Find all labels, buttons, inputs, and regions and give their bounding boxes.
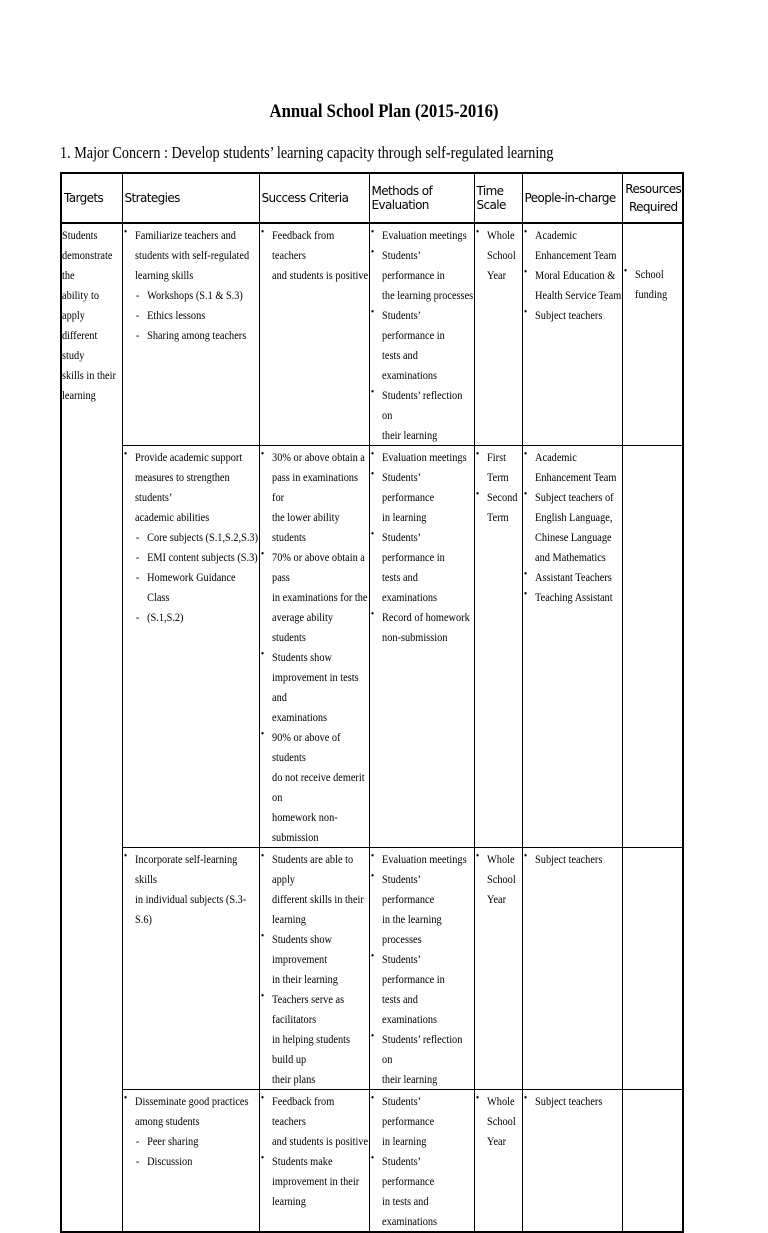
bullet-item: • Evaluation meetings bbox=[370, 849, 474, 869]
strategy-sub-item: - Sharing among teachers bbox=[123, 325, 259, 345]
success-criteria-cell-content bbox=[260, 849, 369, 1089]
bullet-item: • Teachers serve as facilitators in helping students build up their plans bbox=[260, 989, 369, 1089]
bullet-item: • Assistant Teachers bbox=[523, 567, 622, 587]
success-criteria-cell bbox=[259, 446, 369, 848]
header-resources-required: Resources Required bbox=[622, 173, 683, 223]
people-in-charge-cell-content bbox=[523, 447, 622, 607]
header-time-scale: Time Scale bbox=[474, 173, 522, 223]
header-row bbox=[61, 173, 683, 223]
plan-row bbox=[61, 848, 683, 1090]
bullet-item: • 70% or above obtain a pass in examinations for the average ability students bbox=[260, 547, 369, 647]
time-scale-cell-content bbox=[475, 1091, 522, 1151]
header-targets: Targets bbox=[61, 173, 122, 223]
strategy-cell bbox=[122, 1090, 259, 1233]
bullet-item: • Feedback from teachers and students is positive bbox=[260, 1091, 369, 1151]
bullet-item: • Moral Education & Health Service Team bbox=[523, 265, 622, 305]
bullet-item: • Evaluation meetings bbox=[370, 447, 474, 467]
bullet-item: • Students’ performance in learning bbox=[370, 467, 474, 527]
bullet-item: • Whole School Year bbox=[475, 1091, 522, 1151]
targets-text: Students demonstrate the ability to apply different study skills in their learning bbox=[62, 228, 116, 402]
strategy-sub-item: - Workshops (S.1 & S.3) bbox=[123, 285, 259, 305]
strategy-bullet: • Disseminate good practices among students bbox=[123, 1091, 259, 1131]
bullet-item: • School funding bbox=[623, 264, 682, 304]
header-success-criteria: Success Criteria bbox=[259, 173, 369, 223]
time-scale-cell bbox=[474, 1090, 522, 1233]
success-criteria-cell-content bbox=[260, 447, 369, 847]
strategy-content bbox=[123, 849, 259, 929]
header-people-in-charge: People-in-charge bbox=[522, 173, 622, 223]
bullet-item: • Subject teachers of English Language, Chinese Language and Mathematics bbox=[523, 487, 622, 567]
bullet-item: • Students’ reflection on their learning bbox=[370, 385, 474, 445]
evaluation-methods-cell bbox=[369, 848, 474, 1090]
strategy-content bbox=[123, 1091, 259, 1171]
strategy-content bbox=[123, 225, 259, 345]
people-in-charge-cell-content bbox=[523, 849, 622, 869]
strategy-cell bbox=[122, 848, 259, 1090]
bullet-item: • 30% or above obtain a pass in examinations for the lower ability students bbox=[260, 447, 369, 547]
evaluation-methods-cell-content bbox=[370, 849, 474, 1089]
bullet-item: • Evaluation meetings bbox=[370, 225, 474, 245]
page-title: Annual School Plan (2015-2016) bbox=[269, 101, 499, 122]
success-criteria-cell-content bbox=[260, 1091, 369, 1211]
plan-row bbox=[61, 1090, 683, 1233]
people-in-charge-cell bbox=[522, 1090, 622, 1233]
time-scale-cell bbox=[474, 848, 522, 1090]
bullet-item: • First Term bbox=[475, 447, 522, 487]
bullet-item: • Academic Enhancement Team bbox=[523, 225, 622, 265]
bullet-item: • Students show improvement in their learning bbox=[260, 929, 369, 989]
evaluation-methods-cell-content bbox=[370, 447, 474, 647]
time-scale-cell-content bbox=[475, 849, 522, 909]
strategy-content bbox=[123, 447, 259, 627]
strategy-sub-item: - Homework Guidance Class bbox=[123, 567, 259, 607]
strategy-sub-item: - Peer sharing bbox=[123, 1131, 259, 1151]
people-in-charge-cell bbox=[522, 848, 622, 1090]
bullet-item: • Students’ performance in learning bbox=[370, 1091, 474, 1151]
plan-row bbox=[61, 223, 683, 446]
bullet-item: • Students’ performance in tests and examinations bbox=[370, 527, 474, 607]
bullet-item: • 90% or above of students do not receive demerit on homework non-submission bbox=[260, 727, 369, 847]
time-scale-cell-content bbox=[475, 447, 522, 527]
bullet-item: • Students’ performance in tests and examinations bbox=[370, 305, 474, 385]
strategy-sub-item: - Discussion bbox=[123, 1151, 259, 1171]
bullet-item: • Subject teachers bbox=[523, 305, 622, 325]
evaluation-methods-cell bbox=[369, 223, 474, 446]
targets-cell bbox=[61, 223, 122, 1232]
bullet-item: • Students show improvement in tests and examinations bbox=[260, 647, 369, 727]
strategy-bullet: • Provide academic support measures to strengthen students’ academic abilities bbox=[123, 447, 259, 527]
bullet-item: • Whole School Year bbox=[475, 225, 522, 285]
strategy-sub-item: - Core subjects (S.1,S.2,S.3) bbox=[123, 527, 259, 547]
plan-row bbox=[61, 446, 683, 848]
success-criteria-cell bbox=[259, 1090, 369, 1233]
evaluation-methods-cell bbox=[369, 446, 474, 848]
strategy-sub-item: - Ethics lessons bbox=[123, 305, 259, 325]
people-in-charge-cell bbox=[522, 223, 622, 446]
resources-cell-content bbox=[623, 264, 682, 304]
resources-cell bbox=[622, 446, 683, 848]
resources-cell bbox=[622, 223, 683, 446]
bullet-item: • Subject teachers bbox=[523, 849, 622, 869]
strategy-cell bbox=[122, 223, 259, 446]
resources-cell bbox=[622, 848, 683, 1090]
resources-cell bbox=[622, 1090, 683, 1233]
strategy-sub-item: - (S.1,S.2) bbox=[123, 607, 259, 627]
bullet-item: • Subject teachers bbox=[523, 1091, 622, 1111]
bullet-item: • Record of homework non-submission bbox=[370, 607, 474, 647]
success-criteria-cell bbox=[259, 848, 369, 1090]
bullet-item: • Students’ performance in tests and examinations bbox=[370, 949, 474, 1029]
time-scale-cell bbox=[474, 223, 522, 446]
strategy-bullet: • Incorporate self-learning skills in individual subjects (S.3-S.6) bbox=[123, 849, 259, 929]
time-scale-cell bbox=[474, 446, 522, 848]
success-criteria-cell-content bbox=[260, 225, 369, 285]
bullet-item: • Students’ performance in the learning processes bbox=[370, 245, 474, 305]
major-concern: 1. Major Concern : Develop students’ learning capacity through self-regulated learning bbox=[60, 143, 554, 162]
bullet-item: • Feedback from teachers and students is positive bbox=[260, 225, 369, 285]
bullet-item: • Students make improvement in their learning bbox=[260, 1151, 369, 1211]
bullet-item: • Whole School Year bbox=[475, 849, 522, 909]
bullet-item: • Students are able to apply different skills in their learning bbox=[260, 849, 369, 929]
evaluation-methods-cell bbox=[369, 1090, 474, 1233]
annual-plan-table bbox=[60, 172, 684, 1233]
success-criteria-cell bbox=[259, 223, 369, 446]
strategy-sub-item: - EMI content subjects (S.3) bbox=[123, 547, 259, 567]
people-in-charge-cell-content bbox=[523, 225, 622, 325]
time-scale-cell-content bbox=[475, 225, 522, 285]
strategy-bullet: • Familiarize teachers and students with self-regulated learning skills bbox=[123, 225, 259, 285]
bullet-item: • Students’ reflection on their learning bbox=[370, 1029, 474, 1089]
strategy-cell bbox=[122, 446, 259, 848]
header-methods-of-evaluation: Methods of Evaluation bbox=[369, 173, 474, 223]
bullet-item: • Second Term bbox=[475, 487, 522, 527]
bullet-item: • Academic Enhancement Team bbox=[523, 447, 622, 487]
people-in-charge-cell bbox=[522, 446, 622, 848]
bullet-item: • Students’ performance in tests and examinations bbox=[370, 1151, 474, 1231]
bullet-item: • Teaching Assistant bbox=[523, 587, 622, 607]
evaluation-methods-cell-content bbox=[370, 1091, 474, 1231]
people-in-charge-cell-content bbox=[523, 1091, 622, 1111]
evaluation-methods-cell-content bbox=[370, 225, 474, 445]
header-strategies: Strategies bbox=[122, 173, 259, 223]
bullet-item: • Students’ performance in the learning processes bbox=[370, 869, 474, 949]
